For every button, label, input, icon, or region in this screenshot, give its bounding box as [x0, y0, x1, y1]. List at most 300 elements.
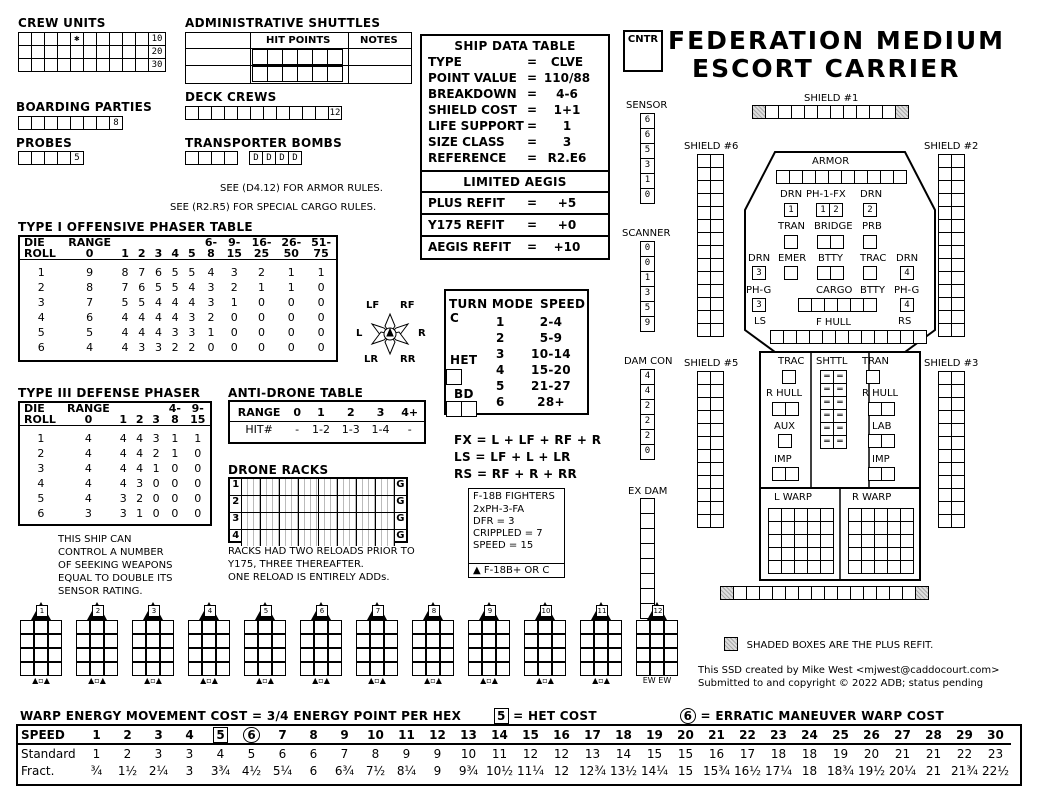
boarding-party-box[interactable] [57, 116, 71, 130]
l-warp-box[interactable] [807, 547, 821, 561]
weapon-damage-box[interactable] [146, 620, 160, 634]
weapon-damage-box[interactable] [90, 648, 104, 662]
weapon-damage-box[interactable] [524, 634, 538, 648]
weapon-damage-box[interactable] [468, 634, 482, 648]
weapon-damage-box[interactable] [160, 648, 174, 662]
r-warp-box[interactable] [900, 547, 914, 561]
boarding-party-box[interactable] [18, 116, 32, 130]
r-warp-box[interactable] [900, 508, 914, 522]
weapon-mount[interactable] [130, 602, 176, 685]
transporter-bomb-box[interactable] [198, 151, 212, 165]
btty-box[interactable] [863, 298, 877, 312]
transporter-bomb-mark[interactable]: D [262, 151, 276, 165]
weapon-damage-box[interactable] [188, 634, 202, 648]
deck-crew-box[interactable] [211, 106, 225, 120]
weapon-damage-box[interactable] [664, 662, 678, 676]
tran-box[interactable] [866, 370, 880, 384]
transporter-bomb-mark[interactable]: D [249, 151, 263, 165]
weapon-damage-box[interactable] [272, 620, 286, 634]
crew-unit-box[interactable] [31, 32, 45, 46]
weapon-damage-box[interactable] [650, 634, 664, 648]
cargo-box[interactable] [837, 298, 851, 312]
weapon-damage-box[interactable] [314, 620, 328, 634]
crew-unit-box[interactable] [109, 32, 123, 46]
f-hull-box[interactable] [900, 330, 914, 344]
weapon-damage-box[interactable] [48, 620, 62, 634]
damcon-box[interactable]: 2 [640, 429, 655, 445]
weapon-damage-box[interactable] [356, 634, 370, 648]
shuttle-box[interactable]: ═ [833, 422, 847, 436]
weapon-damage-box[interactable] [104, 634, 118, 648]
weapon-damage-box[interactable] [552, 634, 566, 648]
weapon-damage-box[interactable] [328, 620, 342, 634]
weapon-damage-box[interactable] [132, 620, 146, 634]
weapon-damage-box[interactable] [580, 662, 594, 676]
l-warp-box[interactable] [820, 547, 834, 561]
weapon-damage-box[interactable] [496, 662, 510, 676]
deck-crew-box[interactable] [237, 106, 251, 120]
weapon-damage-box[interactable] [552, 620, 566, 634]
weapon-damage-box[interactable] [384, 634, 398, 648]
l-warp-box[interactable] [781, 521, 795, 535]
weapon-mount[interactable] [634, 602, 680, 685]
transporter-bomb-box[interactable] [185, 151, 199, 165]
exdam-box[interactable] [640, 573, 655, 589]
scanner-track[interactable] [640, 241, 655, 331]
weapon-damage-box[interactable] [104, 648, 118, 662]
imp-box[interactable] [785, 467, 799, 481]
sensor-box[interactable]: 6 [640, 128, 655, 144]
probe-box[interactable] [31, 151, 45, 165]
shuttle-box[interactable]: ═ [833, 409, 847, 423]
shuttle-box[interactable]: ═ [833, 370, 847, 384]
weapon-damage-box[interactable] [160, 662, 174, 676]
het-box[interactable] [446, 369, 462, 385]
sensor-box[interactable]: 3 [640, 158, 655, 174]
l-warp-box[interactable] [794, 534, 808, 548]
shuttle-hit-box[interactable] [312, 66, 328, 82]
drone-rack-row[interactable]: 1 G [230, 479, 406, 496]
weapon-damage-box[interactable] [426, 648, 440, 662]
l-warp-box[interactable] [768, 521, 782, 535]
crew-unit-box[interactable] [57, 32, 71, 46]
deck-crew-box[interactable] [263, 106, 277, 120]
weapon-damage-box[interactable] [202, 648, 216, 662]
r-hull-box[interactable] [785, 402, 799, 416]
probe-box[interactable]: 5 [70, 151, 84, 165]
weapon-damage-box[interactable] [636, 648, 650, 662]
weapon-damage-box[interactable] [160, 634, 174, 648]
weapon-damage-box[interactable] [272, 662, 286, 676]
weapon-damage-box[interactable] [370, 620, 384, 634]
armor-box[interactable] [789, 170, 803, 184]
exdam-track[interactable] [640, 498, 655, 618]
weapon-damage-box[interactable] [188, 620, 202, 634]
weapon-damage-box[interactable] [20, 648, 34, 662]
weapon-damage-box[interactable] [90, 662, 104, 676]
weapon-damage-box[interactable] [90, 620, 104, 634]
probe-box[interactable] [57, 151, 71, 165]
l-warp-box[interactable] [781, 534, 795, 548]
weapon-damage-box[interactable] [216, 620, 230, 634]
shuttle-box[interactable]: ═ [820, 422, 834, 436]
imp-box[interactable] [881, 467, 895, 481]
weapon-damage-box[interactable] [412, 620, 426, 634]
weapon-damage-box[interactable] [594, 634, 608, 648]
r-warp-box[interactable] [861, 560, 875, 574]
tran-box[interactable] [784, 235, 798, 249]
weapon-damage-box[interactable] [426, 634, 440, 648]
f-hull-box[interactable] [874, 330, 888, 344]
weapon-damage-box[interactable] [20, 634, 34, 648]
phaser-1-box[interactable]: 1 [816, 203, 830, 217]
weapon-damage-box[interactable] [76, 634, 90, 648]
weapon-damage-box[interactable] [482, 634, 496, 648]
deck-crew-box[interactable] [250, 106, 264, 120]
weapon-damage-box[interactable] [34, 620, 48, 634]
weapon-damage-box[interactable] [258, 662, 272, 676]
crew-unit-box[interactable] [83, 32, 97, 46]
weapon-damage-box[interactable] [608, 662, 622, 676]
l-warp-box[interactable] [794, 521, 808, 535]
weapon-damage-box[interactable] [146, 634, 160, 648]
exdam-box[interactable] [640, 513, 655, 529]
phaser-g-box[interactable]: 3 [752, 298, 766, 312]
exdam-box[interactable] [640, 498, 655, 514]
weapon-damage-box[interactable] [608, 634, 622, 648]
exdam-box[interactable] [640, 528, 655, 544]
armor-box[interactable] [854, 170, 868, 184]
transporter-bomb-box[interactable] [211, 151, 225, 165]
crew-units-grid[interactable] [18, 32, 165, 71]
weapon-damage-box[interactable] [20, 620, 34, 634]
weapon-damage-box[interactable] [538, 634, 552, 648]
l-warp-box[interactable] [794, 560, 808, 574]
f-hull-box[interactable] [783, 330, 797, 344]
weapon-damage-box[interactable] [608, 648, 622, 662]
weapon-damage-box[interactable] [664, 648, 678, 662]
r-hull-box[interactable] [881, 402, 895, 416]
armor-box[interactable] [815, 170, 829, 184]
crew-unit-box[interactable] [135, 58, 149, 72]
shuttle-hit-box[interactable] [267, 66, 283, 82]
armor-box[interactable] [880, 170, 894, 184]
shuttle-box[interactable]: ═ [820, 383, 834, 397]
shuttle-hit-box[interactable] [267, 49, 283, 65]
r-warp-box[interactable] [887, 560, 901, 574]
weapon-damage-box[interactable] [468, 620, 482, 634]
boarding-party-box[interactable] [70, 116, 84, 130]
r-warp-box[interactable] [900, 560, 914, 574]
imp-box[interactable] [772, 467, 786, 481]
crew-unit-box[interactable] [135, 32, 149, 46]
crew-unit-box[interactable] [44, 32, 58, 46]
damcon-track[interactable] [640, 369, 655, 459]
weapon-damage-box[interactable] [552, 662, 566, 676]
weapon-damage-box[interactable] [482, 620, 496, 634]
crew-unit-box[interactable] [31, 45, 45, 59]
weapon-mount[interactable] [410, 602, 456, 685]
drone-3-box[interactable]: 3 [752, 266, 766, 280]
r-warp-box[interactable] [887, 508, 901, 522]
r-warp-box[interactable] [874, 521, 888, 535]
crew-unit-box[interactable] [122, 58, 136, 72]
weapon-damage-box[interactable] [76, 662, 90, 676]
weapon-damage-box[interactable] [664, 620, 678, 634]
weapon-damage-box[interactable] [538, 662, 552, 676]
probe-box[interactable] [863, 235, 877, 249]
weapon-damage-box[interactable] [356, 648, 370, 662]
l-warp-box[interactable] [807, 521, 821, 535]
crew-unit-box[interactable] [70, 45, 84, 59]
weapon-damage-box[interactable] [132, 662, 146, 676]
weapon-damage-box[interactable] [20, 662, 34, 676]
bd-box[interactable] [461, 401, 477, 417]
crew-unit-box[interactable] [122, 32, 136, 46]
boarding-party-box[interactable] [83, 116, 97, 130]
deck-crew-box[interactable] [224, 106, 238, 120]
damcon-box[interactable]: 0 [640, 444, 655, 460]
crew-unit-box[interactable] [57, 45, 71, 59]
weapon-damage-box[interactable] [468, 648, 482, 662]
weapon-damage-box[interactable] [90, 634, 104, 648]
weapon-damage-box[interactable] [132, 648, 146, 662]
l-warp-box[interactable] [807, 560, 821, 574]
weapon-damage-box[interactable] [34, 634, 48, 648]
weapon-damage-box[interactable] [356, 662, 370, 676]
weapon-damage-box[interactable] [580, 634, 594, 648]
weapon-damage-box[interactable] [636, 620, 650, 634]
weapon-damage-box[interactable] [664, 634, 678, 648]
scanner-box[interactable]: 0 [640, 241, 655, 257]
deck-crews-track[interactable] [185, 106, 341, 120]
damcon-box[interactable]: 2 [640, 414, 655, 430]
scanner-box[interactable]: 5 [640, 301, 655, 317]
l-warp-box[interactable] [794, 547, 808, 561]
shuttle-box[interactable]: ═ [833, 383, 847, 397]
crew-unit-box[interactable] [96, 58, 110, 72]
weapon-damage-box[interactable] [300, 634, 314, 648]
shuttle-box[interactable]: ═ [820, 435, 834, 449]
weapon-damage-box[interactable] [314, 648, 328, 662]
weapon-damage-box[interactable] [482, 648, 496, 662]
r-warp-box[interactable] [874, 560, 888, 574]
weapon-damage-box[interactable] [440, 634, 454, 648]
weapon-damage-box[interactable] [538, 648, 552, 662]
weapon-mount[interactable] [242, 602, 288, 685]
weapon-damage-box[interactable] [76, 648, 90, 662]
l-warp-box[interactable] [781, 508, 795, 522]
crew-unit-box[interactable] [18, 58, 32, 72]
l-warp-box[interactable] [781, 560, 795, 574]
weapon-damage-box[interactable] [202, 662, 216, 676]
r-warp-box[interactable] [848, 521, 862, 535]
weapon-damage-box[interactable] [496, 648, 510, 662]
l-warp-box[interactable] [807, 508, 821, 522]
damcon-box[interactable]: 4 [640, 384, 655, 400]
boarding-party-box[interactable]: 8 [109, 116, 123, 130]
crew-unit-box[interactable] [44, 45, 58, 59]
f-hull-box[interactable] [796, 330, 810, 344]
weapon-damage-box[interactable] [482, 662, 496, 676]
trac-box[interactable] [863, 266, 877, 280]
r-warp-box[interactable] [861, 521, 875, 535]
scanner-box[interactable]: 3 [640, 286, 655, 302]
weapon-damage-box[interactable] [412, 648, 426, 662]
crew-unit-box[interactable] [96, 45, 110, 59]
r-warp-box[interactable] [848, 534, 862, 548]
weapon-mount[interactable] [578, 602, 624, 685]
armor-box[interactable] [867, 170, 881, 184]
weapon-damage-box[interactable] [524, 662, 538, 676]
weapon-damage-box[interactable] [104, 662, 118, 676]
weapon-damage-box[interactable] [188, 662, 202, 676]
shuttle-hit-box[interactable] [252, 49, 268, 65]
weapon-damage-box[interactable] [594, 620, 608, 634]
drone-rack-row[interactable]: 2 G [230, 496, 406, 513]
weapon-damage-box[interactable] [552, 648, 566, 662]
imp-box[interactable] [868, 467, 882, 481]
weapon-damage-box[interactable] [244, 634, 258, 648]
admin-shuttles-box[interactable] [185, 32, 412, 84]
bridge-box[interactable] [830, 235, 844, 249]
weapon-damage-box[interactable] [244, 662, 258, 676]
weapon-damage-box[interactable] [426, 620, 440, 634]
sensor-box[interactable]: 1 [640, 173, 655, 189]
aux-box[interactable] [778, 434, 792, 448]
weapon-damage-box[interactable] [272, 648, 286, 662]
sensor-box[interactable]: 0 [640, 188, 655, 204]
weapon-damage-box[interactable] [258, 620, 272, 634]
f-hull-box[interactable] [913, 330, 927, 344]
transporter-bomb-mark[interactable]: D [275, 151, 289, 165]
scanner-box[interactable]: 1 [640, 271, 655, 287]
l-warp-box[interactable] [820, 508, 834, 522]
shuttle-hit-box[interactable] [327, 49, 343, 65]
transporter-bombs-track[interactable] [185, 151, 301, 165]
armor-box[interactable] [802, 170, 816, 184]
crew-unit-box[interactable] [109, 45, 123, 59]
weapon-damage-box[interactable] [34, 662, 48, 676]
deck-crew-box[interactable] [276, 106, 290, 120]
weapon-mount[interactable] [74, 602, 120, 685]
shuttle-hit-box[interactable] [327, 66, 343, 82]
drone-rack-row[interactable]: 4 G [230, 530, 406, 546]
shuttle-hit-box[interactable] [297, 49, 313, 65]
shuttle-hit-box[interactable] [297, 66, 313, 82]
shuttle-box[interactable]: ═ [833, 396, 847, 410]
crew-unit-box[interactable] [135, 45, 149, 59]
weapon-damage-box[interactable] [314, 662, 328, 676]
weapon-mount[interactable] [298, 602, 344, 685]
lab-box[interactable] [868, 434, 882, 448]
weapon-damage-box[interactable] [258, 634, 272, 648]
weapon-damage-box[interactable] [216, 634, 230, 648]
armor-box[interactable] [828, 170, 842, 184]
weapon-damage-box[interactable] [440, 648, 454, 662]
l-warp-box[interactable] [768, 547, 782, 561]
r-warp-box[interactable] [848, 508, 862, 522]
crew-unit-box[interactable] [57, 58, 71, 72]
shuttle-hit-box[interactable] [282, 49, 298, 65]
weapon-damage-box[interactable] [146, 662, 160, 676]
deck-crew-box[interactable] [315, 106, 329, 120]
exdam-box[interactable] [640, 558, 655, 574]
boarding-party-box[interactable] [31, 116, 45, 130]
weapon-damage-box[interactable] [384, 662, 398, 676]
armor-box[interactable] [893, 170, 907, 184]
r-warp-box[interactable] [887, 534, 901, 548]
weapon-damage-box[interactable] [524, 620, 538, 634]
weapon-damage-box[interactable] [412, 634, 426, 648]
l-warp-box[interactable] [768, 508, 782, 522]
r-hull-box[interactable] [868, 402, 882, 416]
r-warp-box[interactable] [861, 508, 875, 522]
weapon-damage-box[interactable] [440, 620, 454, 634]
weapon-damage-box[interactable] [34, 648, 48, 662]
weapon-damage-box[interactable] [244, 648, 258, 662]
phaser-2-box[interactable]: 2 [829, 203, 843, 217]
weapon-damage-box[interactable] [384, 648, 398, 662]
shuttle-box[interactable]: ═ [820, 396, 834, 410]
l-warp-box[interactable] [768, 560, 782, 574]
r-warp-box[interactable] [900, 521, 914, 535]
weapon-damage-box[interactable] [538, 620, 552, 634]
weapon-damage-box[interactable] [244, 620, 258, 634]
shuttle-box[interactable]: ═ [820, 409, 834, 423]
drone-4-box[interactable]: 4 [900, 266, 914, 280]
r-warp-box[interactable] [900, 534, 914, 548]
lab-box[interactable] [881, 434, 895, 448]
weapon-damage-box[interactable] [412, 662, 426, 676]
f-hull-box[interactable] [861, 330, 875, 344]
drone-1-box[interactable]: 1 [784, 203, 798, 217]
weapon-damage-box[interactable] [496, 634, 510, 648]
crew-unit-box[interactable] [96, 32, 110, 46]
weapon-damage-box[interactable] [580, 648, 594, 662]
probe-box[interactable] [18, 151, 32, 165]
cargo-box[interactable] [850, 298, 864, 312]
weapon-damage-box[interactable] [370, 648, 384, 662]
r-warp-box[interactable] [861, 534, 875, 548]
weapon-damage-box[interactable] [132, 634, 146, 648]
weapon-damage-box[interactable] [314, 634, 328, 648]
r-hull-box[interactable] [772, 402, 786, 416]
weapon-damage-box[interactable] [636, 634, 650, 648]
weapon-mount[interactable] [522, 602, 568, 685]
crew-unit-box[interactable] [83, 58, 97, 72]
deck-crew-box[interactable] [289, 106, 303, 120]
phaser-g-box[interactable]: 4 [900, 298, 914, 312]
weapon-damage-box[interactable] [608, 620, 622, 634]
l-warp-box[interactable] [820, 521, 834, 535]
armor-box[interactable] [776, 170, 790, 184]
exdam-box[interactable] [640, 543, 655, 559]
weapon-damage-box[interactable] [300, 648, 314, 662]
weapon-damage-box[interactable] [328, 662, 342, 676]
cargo-box[interactable] [798, 298, 812, 312]
r-warp-box[interactable] [887, 547, 901, 561]
crew-unit-box[interactable] [83, 45, 97, 59]
scanner-box[interactable]: 9 [640, 316, 655, 332]
bridge-box[interactable] [817, 235, 831, 249]
weapon-damage-box[interactable] [272, 634, 286, 648]
shuttle-hit-box[interactable] [312, 49, 328, 65]
weapon-damage-box[interactable] [202, 620, 216, 634]
deck-crew-box[interactable] [185, 106, 199, 120]
cargo-box[interactable] [824, 298, 838, 312]
weapon-damage-box[interactable] [594, 648, 608, 662]
